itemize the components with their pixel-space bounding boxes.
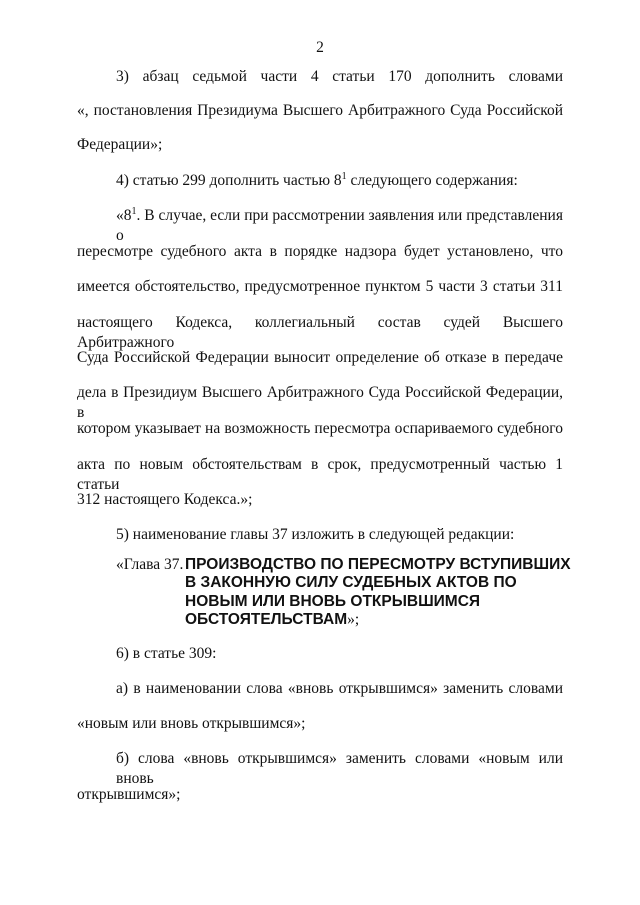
page-number: 2 bbox=[316, 39, 324, 56]
item-6-line: 6) в статье 309: bbox=[116, 645, 217, 662]
subitem-a-line-2: «новым или вновь открывшимся»; bbox=[77, 715, 306, 732]
chapter-prefix: «Глава 37. bbox=[116, 556, 184, 573]
item-3-line-2: «, постановления Президиума Высшего Арбитражного Суда Российской bbox=[77, 102, 563, 119]
subitem-b-line-1: б) слова «вновь открывшимся» заменить словами «новым или вновь bbox=[116, 750, 563, 787]
quote-line-6: дела в Президиум Высшего Арбитражного Суда Российской Федерации, в bbox=[77, 384, 563, 421]
quote-line-7: котором указывает на возможность пересмотра оспариваемого судебного bbox=[77, 420, 563, 437]
subitem-a-line-1: а) в наименовании слова «вновь открывшимся» заменить словами bbox=[116, 680, 563, 697]
quote-line-9: 312 настоящего Кодекса.»; bbox=[77, 491, 253, 508]
chapter-title-line-2: В ЗАКОННУЮ СИЛУ СУДЕБНЫХ АКТОВ ПО bbox=[185, 574, 517, 591]
chapter-title-line-4: ОБСТОЯТЕЛЬСТВАМ»; bbox=[185, 611, 360, 628]
quote-line-2: пересмотре судебного акта в порядке надзора будет установлено, что bbox=[77, 243, 563, 260]
chapter-title-line-3: НОВЫМ ИЛИ ВНОВЬ ОТКРЫВШИМСЯ bbox=[185, 593, 481, 610]
quote-line-1: «$8^1$. В случае, если при рассмотрении заявления или представления о bbox=[116, 205, 563, 244]
chapter-title-line-1: ПРОИЗВОДСТВО ПО ПЕРЕСМОТРУ ВСТУПИВШИХ bbox=[185, 556, 571, 573]
item-5-line: 5) наименование главы 37 изложить в следующей редакции: bbox=[116, 526, 515, 543]
subitem-b-line-2: открывшимся»; bbox=[77, 786, 181, 803]
quote-line-4: настоящего Кодекса, коллегиальный состав судей Высшего Арбитражного bbox=[77, 314, 563, 351]
quote-line-3: имеется обстоятельство, предусмотренное пунктом 5 части 3 статьи 311 bbox=[77, 278, 563, 295]
quote-line-5: Суда Российской Федерации выносит определение об отказе в передаче bbox=[77, 349, 563, 366]
item-3-line-1: 3) абзац седьмой части 4 статьи 170 дополнить словами bbox=[116, 68, 564, 85]
item-4-line: 4) статью 299 дополнить частью $8^1$ следующего содержания: bbox=[116, 170, 518, 189]
item-3-line-3: Федерации»; bbox=[77, 136, 163, 153]
quote-line-8: акта по новым обстоятельствам в срок, предусмотренный частью 1 статьи bbox=[77, 456, 563, 493]
